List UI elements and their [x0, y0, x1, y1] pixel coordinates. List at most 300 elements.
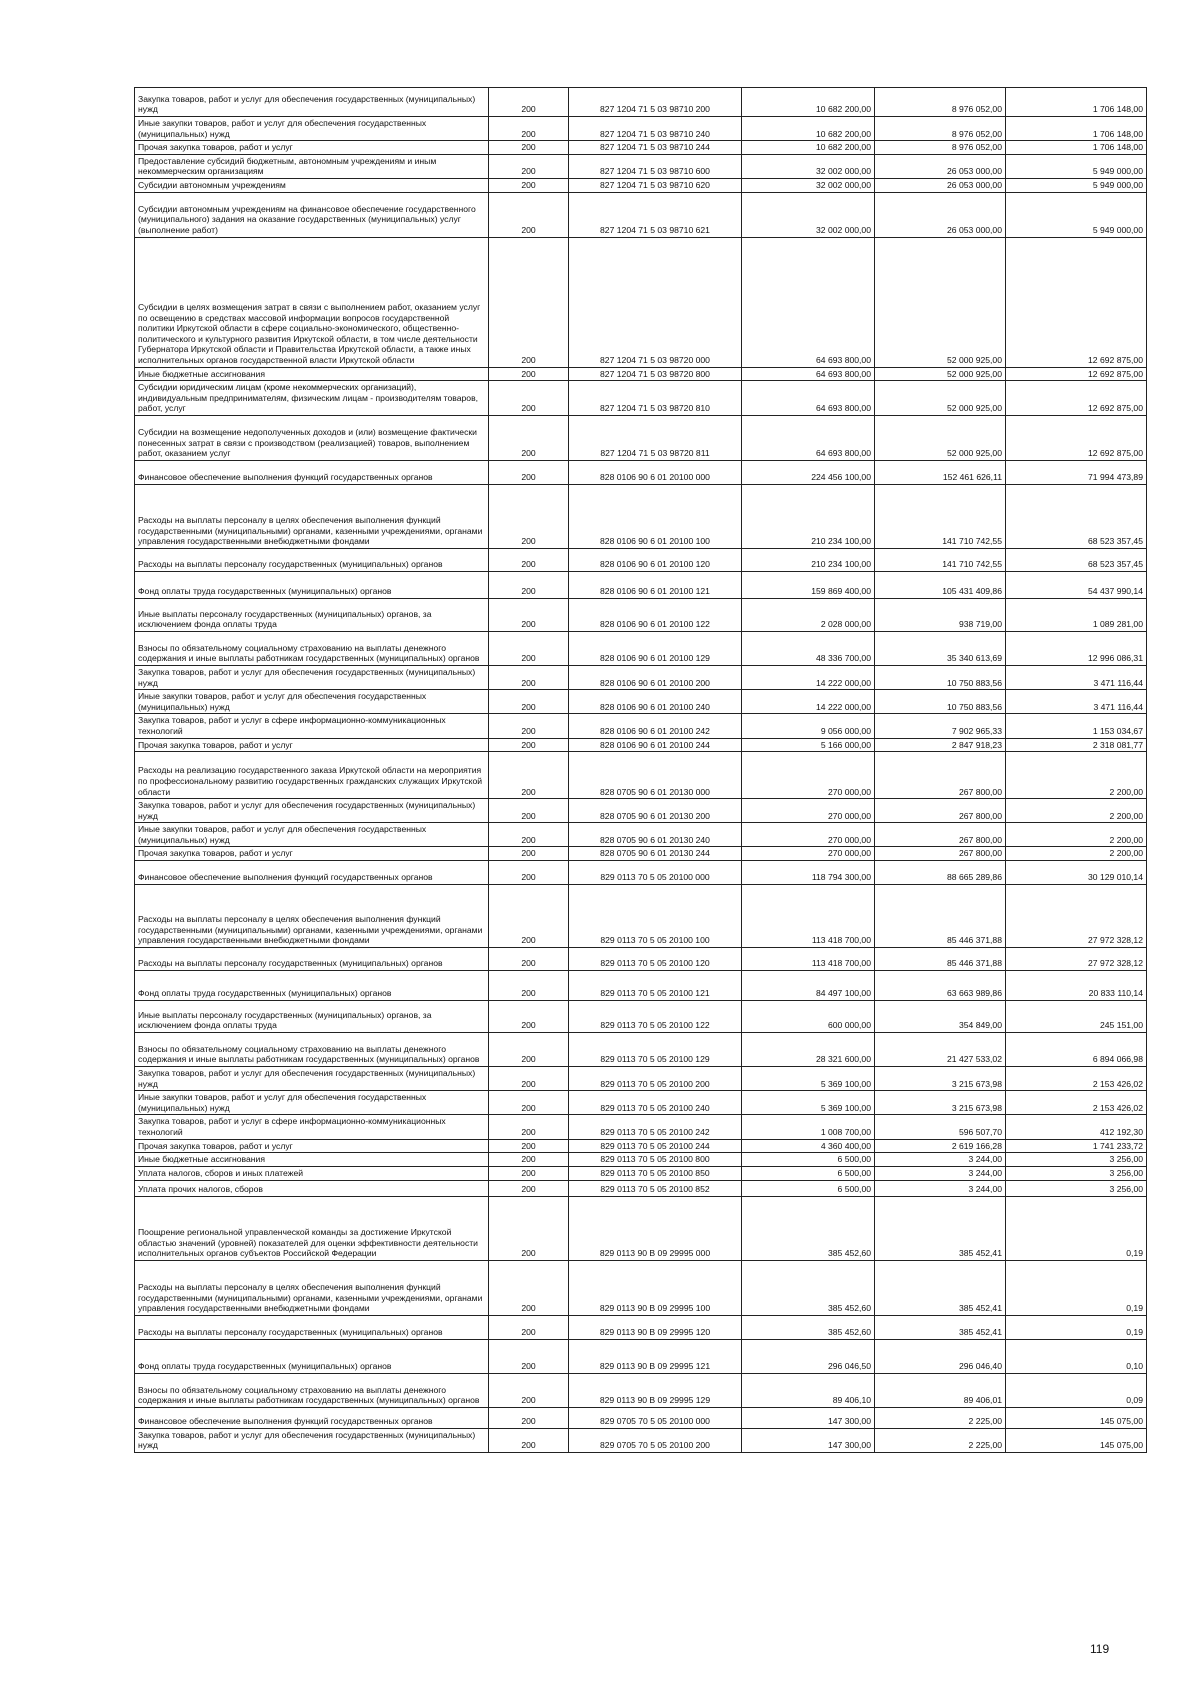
cell-v2: 2 225,00	[875, 1407, 1006, 1428]
cell-vr: 200	[489, 847, 569, 861]
cell-v3: 5 949 000,00	[1006, 192, 1147, 237]
cell-v2: 10 750 883,56	[875, 665, 1006, 689]
cell-vr: 200	[489, 117, 569, 141]
cell-v1: 32 002 000,00	[742, 178, 875, 192]
cell-vr: 200	[489, 141, 569, 155]
cell-code: 829 0113 90 В 09 29995 121	[569, 1339, 742, 1373]
cell-name: Взносы по обязательному социальному страхованию на выплаты денежного содержания и иные выплаты работникам государственных (муниципальных) органов	[135, 1033, 489, 1067]
cell-v2: 21 427 533,02	[875, 1033, 1006, 1067]
cell-vr: 200	[489, 971, 569, 1001]
cell-v2: 938 719,00	[875, 598, 1006, 631]
cell-v2: 3 244,00	[875, 1166, 1006, 1180]
cell-v1: 224 456 100,00	[742, 460, 875, 484]
page-number: 119	[1090, 1642, 1110, 1656]
cell-v1: 270 000,00	[742, 752, 875, 799]
cell-v2: 385 452,41	[875, 1315, 1006, 1339]
cell-name: Фонд оплаты труда государственных (муниципальных) органов	[135, 571, 489, 598]
cell-vr: 200	[489, 1033, 569, 1067]
cell-vr: 200	[489, 885, 569, 948]
cell-code: 828 0106 90 6 01 20100 122	[569, 598, 742, 631]
table-row	[135, 1373, 1147, 1407]
cell-name: Закупка товаров, работ и услуг для обеспечения государственных (муниципальных) нужд	[135, 1428, 489, 1452]
cell-name: Иные бюджетные ассигнования	[135, 367, 489, 381]
cell-v1: 113 418 700,00	[742, 885, 875, 948]
cell-vr: 200	[489, 192, 569, 237]
cell-vr: 200	[489, 665, 569, 689]
cell-vr: 200	[489, 1115, 569, 1139]
cell-vr: 200	[489, 415, 569, 460]
cell-name: Расходы на выплаты персоналу в целях обеспечения выполнения функций государственными (муниципальными) органами, казенными учреждениями, органами управления государственными внебюджетными фондами	[135, 484, 489, 548]
cell-code: 828 0705 90 6 01 20130 240	[569, 823, 742, 847]
cell-v3: 0,19	[1006, 1315, 1147, 1339]
cell-v1: 5 166 000,00	[742, 738, 875, 752]
cell-vr: 200	[489, 1428, 569, 1452]
cell-name: Расходы на выплаты персоналу в целях обеспечения выполнения функций государственными (муниципальными) органами, казенными учреждениями, органами управления государственными внебюджетными фондами	[135, 885, 489, 948]
cell-code: 827 1204 71 5 03 98710 620	[569, 178, 742, 192]
cell-v2: 26 053 000,00	[875, 178, 1006, 192]
cell-vr: 200	[489, 1067, 569, 1091]
cell-v2: 26 053 000,00	[875, 192, 1006, 237]
cell-v3: 1 706 148,00	[1006, 117, 1147, 141]
cell-vr: 200	[489, 460, 569, 484]
table-row	[135, 117, 1147, 141]
cell-v2: 385 452,41	[875, 1196, 1006, 1260]
cell-name: Субсидии в целях возмещения затрат в связи с выполнением работ, оказанием услуг по освещению в средствах массовой информации вопросов государственной политики Иркутской области в сфере социально-экономического, общественно-политического и культурного развития Иркутской области, в том числе деятельности Губернатора Иркутской области и Правительства Иркутской области, а также иных исполнительных органов государственной власти Иркутской области	[135, 237, 489, 367]
cell-v3: 30 129 010,14	[1006, 861, 1147, 885]
cell-v1: 210 234 100,00	[742, 484, 875, 548]
cell-name: Иные закупки товаров, работ и услуг для обеспечения государственных (муниципальных) нужд	[135, 117, 489, 141]
cell-v2: 267 800,00	[875, 847, 1006, 861]
cell-name: Финансовое обеспечение выполнения функций государственных органов	[135, 861, 489, 885]
cell-v3: 5 949 000,00	[1006, 154, 1147, 178]
table-row	[135, 665, 1147, 689]
table-row	[135, 460, 1147, 484]
cell-name: Субсидии на возмещение недополученных доходов и (или) возмещение фактически понесенных затрат в связи с производством (реализацией) товаров, выполнением работ, оказанием услуг	[135, 415, 489, 460]
cell-vr: 200	[489, 799, 569, 823]
cell-v1: 48 336 700,00	[742, 631, 875, 665]
table-row	[135, 1339, 1147, 1373]
cell-v3: 1 089 281,00	[1006, 598, 1147, 631]
table-row	[135, 141, 1147, 155]
cell-v2: 267 800,00	[875, 823, 1006, 847]
cell-code: 828 0106 90 6 01 20100 244	[569, 738, 742, 752]
table-row	[135, 1067, 1147, 1091]
cell-v1: 14 222 000,00	[742, 690, 875, 714]
cell-v2: 8 976 052,00	[875, 117, 1006, 141]
cell-code: 829 0113 70 5 05 20100 100	[569, 885, 742, 948]
cell-v2: 3 215 673,98	[875, 1067, 1006, 1091]
cell-v1: 385 452,60	[742, 1196, 875, 1260]
table-row	[135, 548, 1147, 571]
cell-name: Закупка товаров, работ и услуг для обеспечения государственных (муниципальных) нужд	[135, 799, 489, 823]
cell-name: Поощрение региональной управленческой команды за достижение Иркутской областью значений (уровней) показателей для оценки эффективности деятельности исполнительных органов субъектов Российской Федерации	[135, 1196, 489, 1260]
cell-v2: 3 244,00	[875, 1153, 1006, 1167]
cell-v3: 6 894 066,98	[1006, 1033, 1147, 1067]
table-row	[135, 1115, 1147, 1139]
table-row	[135, 367, 1147, 381]
table-row	[135, 192, 1147, 237]
cell-v3: 12 692 875,00	[1006, 367, 1147, 381]
table-row	[135, 752, 1147, 799]
table-row	[135, 1180, 1147, 1196]
cell-v1: 14 222 000,00	[742, 665, 875, 689]
budget-execution-table	[134, 87, 1147, 1453]
cell-v3: 3 256,00	[1006, 1180, 1147, 1196]
cell-v1: 10 682 200,00	[742, 141, 875, 155]
table-row	[135, 1033, 1147, 1067]
cell-name: Расходы на реализацию государственного заказа Иркутской области на мероприятия по профессиональному развитию государственных гражданских служащих Иркутской области	[135, 752, 489, 799]
cell-v2: 385 452,41	[875, 1260, 1006, 1315]
cell-code: 828 0106 90 6 01 20100 129	[569, 631, 742, 665]
cell-vr: 200	[489, 1339, 569, 1373]
cell-v3: 2 318 081,77	[1006, 738, 1147, 752]
cell-code: 829 0113 70 5 05 20100 121	[569, 971, 742, 1001]
cell-v1: 210 234 100,00	[742, 548, 875, 571]
cell-code: 829 0113 70 5 05 20100 122	[569, 1001, 742, 1033]
table-row	[135, 1315, 1147, 1339]
cell-code: 827 1204 71 5 03 98710 200	[569, 88, 742, 117]
cell-v3: 12 692 875,00	[1006, 381, 1147, 416]
cell-v2: 105 431 409,86	[875, 571, 1006, 598]
cell-code: 828 0106 90 6 01 20100 200	[569, 665, 742, 689]
cell-vr: 200	[489, 548, 569, 571]
cell-vr: 200	[489, 1091, 569, 1115]
cell-v3: 2 200,00	[1006, 799, 1147, 823]
cell-v1: 118 794 300,00	[742, 861, 875, 885]
cell-v2: 267 800,00	[875, 799, 1006, 823]
cell-v1: 64 693 800,00	[742, 237, 875, 367]
cell-vr: 200	[489, 1166, 569, 1180]
cell-v2: 52 000 925,00	[875, 415, 1006, 460]
cell-code: 829 0113 70 5 05 20100 129	[569, 1033, 742, 1067]
cell-name: Иные закупки товаров, работ и услуг для обеспечения государственных (муниципальных) нужд	[135, 1091, 489, 1115]
table-body	[135, 88, 1147, 1453]
cell-v1: 32 002 000,00	[742, 154, 875, 178]
cell-name: Расходы на выплаты персоналу государственных (муниципальных) органов	[135, 948, 489, 971]
cell-v2: 63 663 989,86	[875, 971, 1006, 1001]
cell-v2: 8 976 052,00	[875, 88, 1006, 117]
cell-v1: 84 497 100,00	[742, 971, 875, 1001]
cell-name: Закупка товаров, работ и услуг для обеспечения государственных (муниципальных) нужд	[135, 665, 489, 689]
cell-v1: 64 693 800,00	[742, 381, 875, 416]
cell-code: 828 0106 90 6 01 20100 240	[569, 690, 742, 714]
cell-name: Субсидии юридическим лицам (кроме некоммерческих организаций), индивидуальным предпринимателям, физическим лицам - производителям товаров, работ, услуг	[135, 381, 489, 416]
cell-v1: 6 500,00	[742, 1180, 875, 1196]
table-row	[135, 1166, 1147, 1180]
cell-vr: 200	[489, 752, 569, 799]
table-row	[135, 799, 1147, 823]
cell-code: 829 0113 70 5 05 20100 244	[569, 1139, 742, 1153]
cell-name: Закупка товаров, работ и услуг для обеспечения государственных (муниципальных) нужд	[135, 1067, 489, 1091]
cell-v1: 296 046,50	[742, 1339, 875, 1373]
cell-v2: 26 053 000,00	[875, 154, 1006, 178]
cell-name: Иные закупки товаров, работ и услуг для обеспечения государственных (муниципальных) нужд	[135, 823, 489, 847]
cell-v2: 8 976 052,00	[875, 141, 1006, 155]
cell-vr: 200	[489, 690, 569, 714]
cell-v2: 10 750 883,56	[875, 690, 1006, 714]
table-row	[135, 1139, 1147, 1153]
cell-code: 829 0113 90 В 09 29995 120	[569, 1315, 742, 1339]
cell-name: Взносы по обязательному социальному страхованию на выплаты денежного содержания и иные выплаты работникам государственных (муниципальных) органов	[135, 631, 489, 665]
cell-v1: 89 406,10	[742, 1373, 875, 1407]
cell-name: Прочая закупка товаров, работ и услуг	[135, 738, 489, 752]
table-row	[135, 484, 1147, 548]
table-row	[135, 861, 1147, 885]
cell-v2: 3 215 673,98	[875, 1091, 1006, 1115]
cell-v2: 2 225,00	[875, 1428, 1006, 1452]
cell-name: Финансовое обеспечение выполнения функций государственных органов	[135, 1407, 489, 1428]
cell-name: Предоставление субсидий бюджетным, автономным учреждениям и иным некоммерческим организациям	[135, 154, 489, 178]
cell-v1: 5 369 100,00	[742, 1067, 875, 1091]
table-row	[135, 738, 1147, 752]
cell-v3: 3 471 116,44	[1006, 690, 1147, 714]
cell-name: Прочая закупка товаров, работ и услуг	[135, 141, 489, 155]
cell-code: 829 0705 70 5 05 20100 200	[569, 1428, 742, 1452]
cell-v1: 600 000,00	[742, 1001, 875, 1033]
cell-v3: 3 256,00	[1006, 1153, 1147, 1167]
cell-vr: 200	[489, 367, 569, 381]
cell-v2: 3 244,00	[875, 1180, 1006, 1196]
cell-vr: 200	[489, 598, 569, 631]
cell-v2: 354 849,00	[875, 1001, 1006, 1033]
cell-v2: 141 710 742,55	[875, 484, 1006, 548]
cell-v1: 147 300,00	[742, 1428, 875, 1452]
cell-v3: 2 200,00	[1006, 847, 1147, 861]
cell-v3: 245 151,00	[1006, 1001, 1147, 1033]
cell-v1: 270 000,00	[742, 823, 875, 847]
cell-v3: 2 200,00	[1006, 823, 1147, 847]
cell-v1: 28 321 600,00	[742, 1033, 875, 1067]
cell-v1: 6 500,00	[742, 1166, 875, 1180]
cell-v2: 88 665 289,86	[875, 861, 1006, 885]
cell-vr: 200	[489, 237, 569, 367]
cell-name: Взносы по обязательному социальному страхованию на выплаты денежного содержания и иные выплаты работникам государственных (муниципальных) органов	[135, 1373, 489, 1407]
table-row	[135, 1153, 1147, 1167]
cell-code: 827 1204 71 5 03 98710 600	[569, 154, 742, 178]
cell-v3: 2 153 426,02	[1006, 1091, 1147, 1115]
table-row	[135, 948, 1147, 971]
cell-code: 827 1204 71 5 03 98720 810	[569, 381, 742, 416]
cell-code: 827 1204 71 5 03 98710 240	[569, 117, 742, 141]
cell-v3: 412 192,30	[1006, 1115, 1147, 1139]
cell-v3: 54 437 990,14	[1006, 571, 1147, 598]
cell-v1: 159 869 400,00	[742, 571, 875, 598]
cell-v3: 12 692 875,00	[1006, 237, 1147, 367]
cell-name: Уплата прочих налогов, сборов	[135, 1180, 489, 1196]
cell-v3: 145 075,00	[1006, 1428, 1147, 1452]
cell-vr: 200	[489, 631, 569, 665]
table-row	[135, 1196, 1147, 1260]
cell-v1: 2 028 000,00	[742, 598, 875, 631]
cell-v2: 52 000 925,00	[875, 381, 1006, 416]
cell-v1: 6 500,00	[742, 1153, 875, 1167]
cell-v1: 385 452,60	[742, 1315, 875, 1339]
cell-code: 829 0113 70 5 05 20100 242	[569, 1115, 742, 1139]
table-row	[135, 1428, 1147, 1452]
cell-vr: 200	[489, 1180, 569, 1196]
cell-name: Иные закупки товаров, работ и услуг для обеспечения государственных (муниципальных) нужд	[135, 690, 489, 714]
cell-vr: 200	[489, 1407, 569, 1428]
table-row	[135, 415, 1147, 460]
cell-vr: 200	[489, 738, 569, 752]
cell-vr: 200	[489, 154, 569, 178]
cell-v2: 7 902 965,33	[875, 714, 1006, 738]
cell-v1: 4 360 400,00	[742, 1139, 875, 1153]
table-row	[135, 598, 1147, 631]
cell-v3: 27 972 328,12	[1006, 885, 1147, 948]
table-row	[135, 971, 1147, 1001]
cell-code: 828 0106 90 6 01 20100 242	[569, 714, 742, 738]
cell-v2: 35 340 613,69	[875, 631, 1006, 665]
cell-v3: 0,10	[1006, 1339, 1147, 1373]
cell-v3: 145 075,00	[1006, 1407, 1147, 1428]
cell-code: 827 1204 71 5 03 98710 621	[569, 192, 742, 237]
table-row	[135, 823, 1147, 847]
cell-name: Финансовое обеспечение выполнения функций государственных органов	[135, 460, 489, 484]
cell-code: 829 0113 90 В 09 29995 129	[569, 1373, 742, 1407]
cell-v3: 5 949 000,00	[1006, 178, 1147, 192]
cell-v3: 68 523 357,45	[1006, 484, 1147, 548]
table-row	[135, 847, 1147, 861]
cell-v1: 385 452,60	[742, 1260, 875, 1315]
cell-vr: 200	[489, 861, 569, 885]
cell-v1: 10 682 200,00	[742, 117, 875, 141]
cell-v1: 113 418 700,00	[742, 948, 875, 971]
cell-v1: 270 000,00	[742, 799, 875, 823]
cell-name: Субсидии автономным учреждениям	[135, 178, 489, 192]
cell-v3: 2 200,00	[1006, 752, 1147, 799]
cell-code: 829 0113 70 5 05 20100 200	[569, 1067, 742, 1091]
cell-name: Фонд оплаты труда государственных (муниципальных) органов	[135, 971, 489, 1001]
cell-code: 828 0106 90 6 01 20100 120	[569, 548, 742, 571]
cell-v3: 2 153 426,02	[1006, 1067, 1147, 1091]
cell-v1: 10 682 200,00	[742, 88, 875, 117]
cell-code: 827 1204 71 5 03 98720 811	[569, 415, 742, 460]
cell-name: Иные выплаты персоналу государственных (муниципальных) органов, за исключением фонда оплаты труда	[135, 598, 489, 631]
table-row	[135, 885, 1147, 948]
cell-name: Фонд оплаты труда государственных (муниципальных) органов	[135, 1339, 489, 1373]
cell-v3: 12 996 086,31	[1006, 631, 1147, 665]
cell-code: 827 1204 71 5 03 98710 244	[569, 141, 742, 155]
cell-code: 827 1204 71 5 03 98720 000	[569, 237, 742, 367]
cell-code: 829 0113 70 5 05 20100 850	[569, 1166, 742, 1180]
cell-code: 828 0705 90 6 01 20130 200	[569, 799, 742, 823]
cell-name: Закупка товаров, работ и услуг в сфере информационно-коммуникационных технологий	[135, 1115, 489, 1139]
cell-v3: 1 706 148,00	[1006, 141, 1147, 155]
cell-v2: 596 507,70	[875, 1115, 1006, 1139]
cell-v3: 1 741 233,72	[1006, 1139, 1147, 1153]
cell-code: 829 0113 70 5 05 20100 852	[569, 1180, 742, 1196]
cell-vr: 200	[489, 1139, 569, 1153]
cell-vr: 200	[489, 381, 569, 416]
cell-v3: 71 994 473,89	[1006, 460, 1147, 484]
cell-code: 829 0705 70 5 05 20100 000	[569, 1407, 742, 1428]
cell-v2: 2 847 918,23	[875, 738, 1006, 752]
cell-name: Иные выплаты персоналу государственных (муниципальных) органов, за исключением фонда оплаты труда	[135, 1001, 489, 1033]
table-row	[135, 714, 1147, 738]
cell-v3: 3 471 116,44	[1006, 665, 1147, 689]
cell-v3: 68 523 357,45	[1006, 548, 1147, 571]
cell-v1: 5 369 100,00	[742, 1091, 875, 1115]
table-row	[135, 88, 1147, 117]
cell-vr: 200	[489, 1153, 569, 1167]
cell-v1: 147 300,00	[742, 1407, 875, 1428]
cell-vr: 200	[489, 823, 569, 847]
cell-vr: 200	[489, 1196, 569, 1260]
cell-code: 828 0106 90 6 01 20100 000	[569, 460, 742, 484]
cell-v3: 0,19	[1006, 1196, 1147, 1260]
table-row	[135, 690, 1147, 714]
table-row	[135, 178, 1147, 192]
cell-code: 829 0113 70 5 05 20100 800	[569, 1153, 742, 1167]
cell-v3: 12 692 875,00	[1006, 415, 1147, 460]
cell-code: 828 0106 90 6 01 20100 100	[569, 484, 742, 548]
cell-vr: 200	[489, 1373, 569, 1407]
table-row	[135, 1001, 1147, 1033]
cell-name: Прочая закупка товаров, работ и услуг	[135, 847, 489, 861]
cell-name: Расходы на выплаты персоналу государственных (муниципальных) органов	[135, 548, 489, 571]
cell-name: Закупка товаров, работ и услуг в сфере информационно-коммуникационных технологий	[135, 714, 489, 738]
cell-v2: 141 710 742,55	[875, 548, 1006, 571]
cell-code: 829 0113 90 В 09 29995 000	[569, 1196, 742, 1260]
cell-vr: 200	[489, 714, 569, 738]
table-row	[135, 1260, 1147, 1315]
cell-name: Расходы на выплаты персоналу государственных (муниципальных) органов	[135, 1315, 489, 1339]
cell-name: Расходы на выплаты персоналу в целях обеспечения выполнения функций государственными (муниципальными) органами, казенными учреждениями, органами управления государственными внебюджетными фондами	[135, 1260, 489, 1315]
cell-vr: 200	[489, 948, 569, 971]
cell-v2: 2 619 166,28	[875, 1139, 1006, 1153]
table-row	[135, 237, 1147, 367]
cell-vr: 200	[489, 1260, 569, 1315]
cell-name: Субсидии автономным учреждениям на финансовое обеспечение государственного (муниципального) задания на оказание государственных (муниципальных) услуг (выполнение работ)	[135, 192, 489, 237]
cell-v2: 85 446 371,88	[875, 885, 1006, 948]
cell-v1: 9 056 000,00	[742, 714, 875, 738]
cell-v3: 1 706 148,00	[1006, 88, 1147, 117]
cell-v1: 1 008 700,00	[742, 1115, 875, 1139]
cell-v2: 296 046,40	[875, 1339, 1006, 1373]
table-row	[135, 1407, 1147, 1428]
cell-code: 829 0113 70 5 05 20100 000	[569, 861, 742, 885]
cell-v2: 52 000 925,00	[875, 237, 1006, 367]
cell-vr: 200	[489, 88, 569, 117]
cell-v3: 20 833 110,14	[1006, 971, 1147, 1001]
cell-v2: 152 461 626,11	[875, 460, 1006, 484]
cell-v2: 89 406,01	[875, 1373, 1006, 1407]
cell-v1: 270 000,00	[742, 847, 875, 861]
cell-v3: 0,19	[1006, 1260, 1147, 1315]
cell-code: 827 1204 71 5 03 98720 800	[569, 367, 742, 381]
cell-vr: 200	[489, 1315, 569, 1339]
cell-code: 829 0113 70 5 05 20100 120	[569, 948, 742, 971]
cell-code: 829 0113 70 5 05 20100 240	[569, 1091, 742, 1115]
cell-v1: 64 693 800,00	[742, 367, 875, 381]
cell-vr: 200	[489, 178, 569, 192]
cell-v2: 52 000 925,00	[875, 367, 1006, 381]
cell-vr: 200	[489, 1001, 569, 1033]
table-row	[135, 571, 1147, 598]
table-row	[135, 631, 1147, 665]
cell-v3: 27 972 328,12	[1006, 948, 1147, 971]
cell-name: Прочая закупка товаров, работ и услуг	[135, 1139, 489, 1153]
cell-vr: 200	[489, 571, 569, 598]
table-row	[135, 154, 1147, 178]
cell-v1: 64 693 800,00	[742, 415, 875, 460]
cell-code: 828 0705 90 6 01 20130 244	[569, 847, 742, 861]
cell-code: 828 0705 90 6 01 20130 000	[569, 752, 742, 799]
cell-name: Уплата налогов, сборов и иных платежей	[135, 1166, 489, 1180]
cell-v2: 267 800,00	[875, 752, 1006, 799]
cell-code: 828 0106 90 6 01 20100 121	[569, 571, 742, 598]
